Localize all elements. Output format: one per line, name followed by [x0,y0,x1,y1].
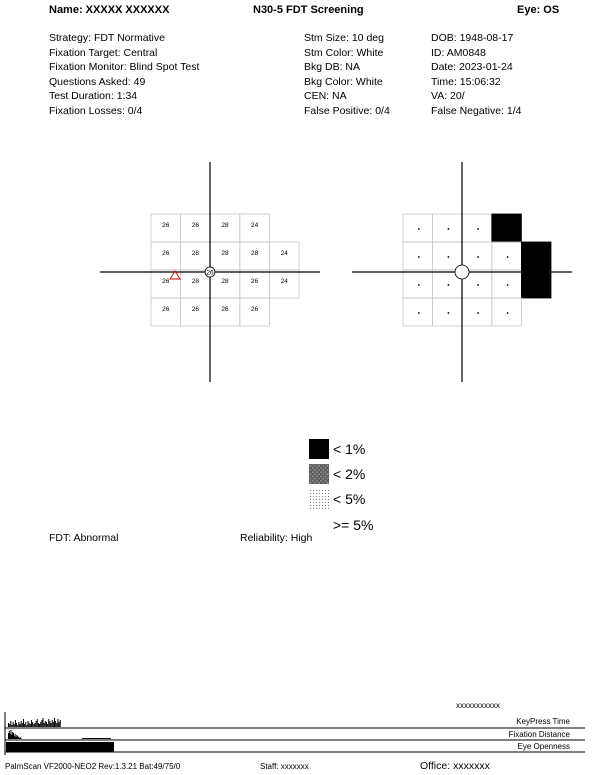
threshold-value: 24 [250,222,259,229]
threshold-value: 28 [250,250,259,257]
probability-dot [477,228,479,230]
probability-dot [477,256,479,258]
threshold-value: 26 [221,306,229,313]
solid-swatch-icon [309,439,329,459]
probability-cell [462,214,492,242]
histogram-bar [33,724,34,727]
keypress-histogram [8,718,61,727]
threshold-value: 28 [191,278,200,285]
histogram-bar [110,738,111,739]
threshold-value: 26 [162,278,170,285]
office: Office: xxxxxxx [420,760,490,772]
probability-cell [403,214,433,242]
probability-cell [462,298,492,326]
histogram-bar [51,723,52,727]
histogram-bar [44,723,45,727]
probability-dot [477,284,479,286]
threshold-value: 28 [221,250,229,257]
histogram-bar [23,719,24,727]
device-info: PalmScan VF2000-NEO2 Rev:1.3.21 Bat:49/75/0 [5,762,181,771]
histogram-bar [29,723,30,727]
reliability: Reliability: High [240,532,313,544]
stimulus-size: Stm Size: 10 deg [304,32,384,44]
probability-dot [477,312,479,314]
stimulus-color: Stm Color: White [304,46,384,59]
cen: CEN: NA [304,90,347,103]
center-value: 26 [206,269,214,277]
probability-dot [418,284,420,286]
histogram-bar [41,720,42,727]
histogram-bar [56,723,57,727]
fixation-target: Fixation Target: Central [49,46,158,59]
histogram-bar [37,719,38,727]
staff: Staff: xxxxxxx [260,762,309,771]
false-negative: False Negative: 1/4 [431,104,522,117]
checker-swatch-icon [309,464,329,484]
strategy: Strategy: FDT Normative [49,32,165,44]
histogram-bar [39,724,40,727]
histogram-bar [53,722,54,727]
probability-dot [448,312,450,314]
background-db: Bkg DB: NA [304,61,361,74]
histogram-bar [18,722,19,727]
threshold-value: 26 [162,222,170,229]
histogram-bar [20,724,21,727]
histogram-bar [55,721,56,727]
threshold-value: 26 [162,306,170,313]
histogram-bar [15,720,16,727]
false-positive: False Positive: 0/4 [304,104,390,117]
probability-cell [403,270,433,298]
histogram-bar [43,718,44,727]
probability-cell [492,242,522,270]
probability-cell [403,242,433,270]
probability-dot [507,256,509,258]
histogram-bar [10,721,11,727]
probability-cell [433,298,463,326]
probability-dot [418,312,420,314]
histogram-bar [34,723,35,727]
threshold-value: 26 [162,250,170,257]
histogram-bar [38,723,39,727]
histogram-bar [47,724,48,727]
histogram-bar [45,721,46,727]
histogram-bar [20,738,21,739]
histogram-bar [8,723,9,727]
histogram-bar [60,720,61,727]
fdt-result: FDT: Abnormal [49,532,119,544]
probability-cell [433,242,463,270]
signature: xxxxxxxxxxx [456,701,500,710]
test-date: Date: 2023-01-24 [431,61,513,74]
threshold-value: 24 [280,278,288,285]
histogram-bar [48,719,49,727]
histogram-bar [21,721,22,727]
histogram-bar [36,721,37,727]
eye-openness-label: Eye Openness [517,742,570,751]
histogram-bar [31,720,32,727]
histogram-bar [59,722,60,727]
test-duration: Test Duration: 1:34 [49,90,138,103]
patient-name: Name: XXXXX XXXXXX [49,4,170,16]
histogram-bar [22,723,23,727]
questions-asked: Questions Asked: 49 [49,75,146,88]
histogram-bar [40,722,41,727]
eye-label: Eye: OS [517,4,560,16]
histogram-bar [28,721,29,727]
histogram-bar [57,719,58,727]
histogram-bar [25,722,26,727]
histogram-bar [49,721,50,727]
probability-dot [507,312,509,314]
histogram-bar [30,724,31,727]
probability-cell [462,242,492,270]
probability-dot [418,228,420,230]
probability-cell [492,298,522,326]
threshold-value: 28 [221,222,229,229]
keypress-label: KeyPress Time [516,717,570,726]
background-color: Bkg Color: White [304,75,383,88]
probability-dot [448,284,450,286]
fixation-distance-label: Fixation Distance [508,730,570,739]
visual-acuity: VA: 20/ [431,90,465,103]
histogram-bar [46,722,47,727]
histogram-bar [54,718,55,727]
histogram-bar [11,725,12,727]
histogram-bar [17,725,18,727]
dob: DOB: 1948-08-17 [431,32,514,44]
threshold-value: 26 [191,222,200,229]
histogram-bar [16,723,17,727]
histogram-bar [9,724,10,727]
probability-cell-severe [492,214,522,242]
fixation-monitor: Fixation Monitor: Blind Spot Test [49,61,200,74]
histogram-bar [32,722,33,727]
threshold-value: 26 [250,278,259,285]
probability-cell [433,214,463,242]
eye-openness-bar [6,742,114,752]
probability-dot [418,256,420,258]
probability-cell [403,298,433,326]
threshold-value: 26 [250,306,259,313]
probability-dot [448,256,450,258]
histogram-bar [13,722,14,727]
histogram-bar [52,720,53,727]
patient-id: ID: AM0848 [431,46,486,59]
histogram-bar [26,725,27,727]
report-title: N30-5 FDT Screening [253,4,364,16]
threshold-value: 28 [191,250,200,257]
probability-center [455,265,469,279]
dots-swatch-icon [309,489,329,509]
histogram-bar [24,724,25,727]
threshold-value: 28 [221,278,229,285]
fixation-histogram [8,730,111,739]
probability-dot [507,284,509,286]
histogram-bar [14,724,15,727]
fixation-losses: Fixation Losses: 0/4 [49,104,143,117]
probability-cell [492,270,522,298]
threshold-value: 24 [280,250,288,257]
probability-cell-severe [521,242,551,270]
probability-cell-severe [521,270,551,298]
monitor-bars [0,700,592,756]
test-time: Time: 15:06:32 [431,75,501,88]
probability-dot [448,228,450,230]
threshold-value: 26 [191,306,200,313]
